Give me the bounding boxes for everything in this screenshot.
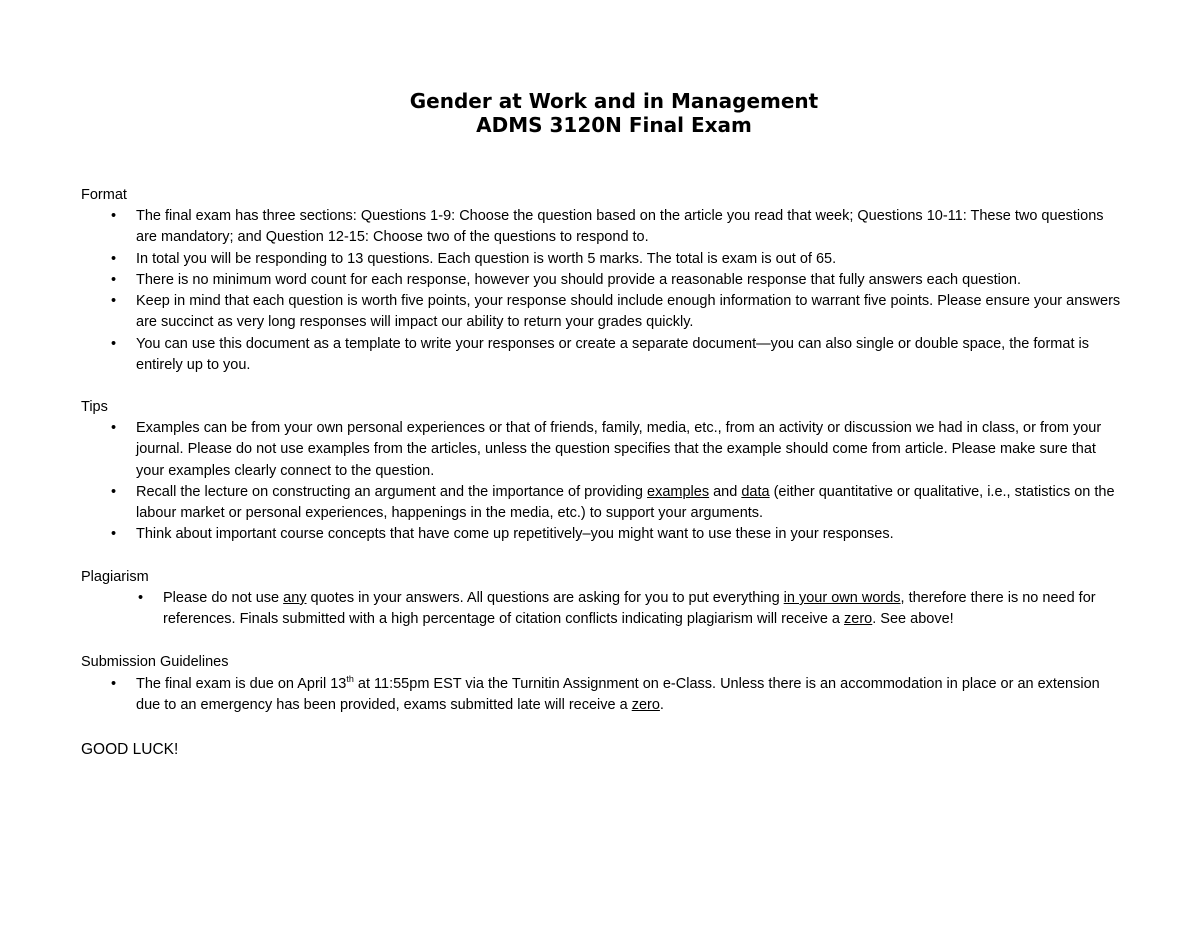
- bullet-icon: •: [111, 335, 117, 352]
- list-item-text: There is no minimum word count for each response, however you should provide a reasonable response that fully answers each question.: [136, 271, 1021, 288]
- bullet-icon: •: [111, 526, 117, 543]
- list-item-text: In total you will be responding to 13 questions. Each question is worth 5 marks. The total is exam is out of 65.: [136, 250, 837, 267]
- bullet-icon: •: [111, 420, 117, 436]
- bullet-icon: •: [111, 676, 117, 692]
- list-item: [111, 674, 1126, 717]
- list-item: [111, 334, 1126, 377]
- format-list: [111, 206, 1126, 376]
- list-item: [111, 524, 1126, 545]
- closing-text: GOOD LUCK!: [81, 741, 179, 758]
- list-item-text: Keep in mind that each question is worth five points, your response should include enough information to warrant five points. Please ensure your answers are succinct as very long responses will impact our ability to return your grades quickly.: [136, 293, 1121, 331]
- list-item-text: Please do not use any quotes in your answers. All questions are asking for you to put everything in your own words, therefore there is no need for references. Finals submitted with a high percentage of citation conflicts indicating plagiarism will receive a zero. See above!: [163, 590, 1096, 628]
- document-subtitle: ADMS 3120N Final Exam: [476, 113, 752, 137]
- date-superscript: th: [346, 674, 354, 685]
- section-heading-submission: Submission Guidelines: [81, 654, 229, 670]
- list-item-text: Recall the lecture on constructing an argument and the importance of providing examples and data (either quantitative or qualitative, i.e., statistics on the labour market or personal experiences, happenings in the media, etc.) to support your arguments.: [136, 483, 1115, 522]
- tips-list: [111, 418, 1126, 546]
- section-heading-plagiarism: Plagiarism: [81, 569, 149, 585]
- list-item: [111, 418, 1126, 482]
- section-heading-format: Format: [81, 187, 127, 203]
- list-item-text: Examples can be from your own personal experiences or that of friends, family, media, etc., from an activity or discussion we had in class, or from your journal. Please do not use examples from the articles, unless the question specifies that the example should come from article. Please make sure that your examples clearly connect to the question.: [136, 420, 1102, 479]
- submission-list: [111, 674, 1126, 717]
- list-item-text: Think about important course concepts that have come up repetitively–you might want to use these in your responses.: [136, 526, 894, 543]
- underlined-data: data: [741, 483, 770, 500]
- bullet-icon: •: [138, 590, 144, 606]
- plagiarism-list: [138, 588, 1128, 631]
- list-item-text: The final exam has three sections: Questions 1-9: Choose the question based on the article you read that week; Questions 10-11: These two questions are mandatory; and Question 12-15: Choose two of the questions to respond to.: [136, 208, 1104, 246]
- list-item: [138, 588, 1128, 631]
- list-item: [111, 270, 1126, 291]
- list-item-text: The final exam is due on April 13th at 11:55pm EST via the Turnitin Assignment on e-Class. Unless there is an accommodation in place or an extension due to an emergency has been provided, exams submitted late will receive a zero.: [136, 674, 1100, 714]
- section-heading-tips: Tips: [81, 399, 108, 415]
- list-item: [111, 291, 1126, 334]
- bullet-icon: •: [111, 483, 117, 500]
- list-item-text: You can use this document as a template to write your responses or create a separate document—you can also single or double space, the format is entirely up to you.: [136, 335, 1089, 374]
- bullet-icon: •: [111, 208, 117, 224]
- underlined-any: any: [283, 590, 307, 606]
- underlined-zero: zero: [631, 697, 660, 714]
- list-item: [111, 206, 1126, 249]
- bullet-icon: •: [111, 293, 117, 310]
- underlined-own-words: in your own words: [783, 590, 901, 606]
- underlined-examples: examples: [647, 483, 710, 500]
- document-title: Gender at Work and in Management: [409, 89, 819, 113]
- bullet-icon: •: [111, 250, 117, 267]
- list-item: [111, 249, 1126, 270]
- list-item: [111, 482, 1126, 525]
- underlined-zero: zero: [844, 611, 873, 628]
- bullet-icon: •: [111, 271, 117, 288]
